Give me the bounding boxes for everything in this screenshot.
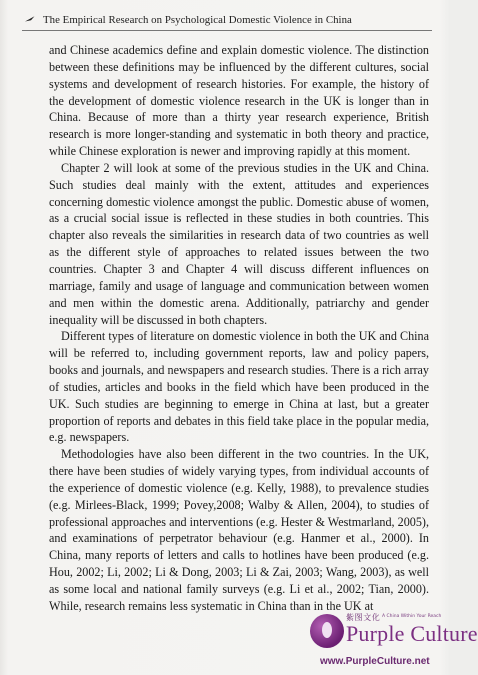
body-text (49, 42, 429, 615)
paragraph-chapter-overview: Chapter 2 will look at some of the previous studies in the UK and China. Such studies deal mainly with the extent, attitudes and experiences concerning domestic violence amongst the public. Domestic abuse of women, as a crucial social issue is reflected in these studies in both countries. This chapter also reveals the similarities in research data of two countries as well as the different style of approaches to related issues between the two countries. Chapter 3 and Chapter 4 will discuss different influences on marriage, family and usage of language and communication between women and men within the domestic arena. Additionally, patriarchy and gender inequality will be discussed in both chapters. (49, 160, 429, 327)
paragraph-literature-types: Different types of literature on domestic violence in both the UK and China will be referred to, including government reports, law and policy papers, books and journals, and newspapers and research studies. There is a rich array of studies, articles and books in the field which have been produced in the UK. Such studies are beginning to emerge in China at last, but a greater proportion of reports and debates in this field take place in the popular media, e.g. newspapers. (49, 329, 429, 445)
purple-culture-logo-icon (310, 614, 344, 648)
paragraph-methodologies: Methodologies have also been different in the two countries. In the UK, there have been studies of widely varying types, from individual accounts of the experience of domestic violence (e.g. Kelly, 1988), to prevalence studies (e.g. Mirlees-Black, 1999; Povey,2008; Walby & Allen, 2004), to studies of professional approaches and interventions (e.g. Hester & Westmarland, 2005), and examinations of perpetrator behaviour (e.g. Hanmer et al., 2000). In China, many reports of letters and calls to hotlines have been produced (e.g. Hou, 2002; Li, 2002; Li & Dong, 2003; Li & Zai, 2003; Wang, 2003), as well as some local and national family surveys (e.g. Li et al., 2002; Tian, 2000). While, research remains less systematic in China than in the UK at (49, 447, 429, 613)
watermark-brand: Purple Culture (346, 621, 478, 646)
purple-culture-watermark (310, 612, 478, 674)
paragraph-continued: and Chinese academics define and explain domestic violence. The distinction between these definitions may be influenced by the different cultures, social systems and development of research histories. For example, the history of the development of domestic violence research in the UK is longer than in China. Because of more than a thirty year research experience, British research is more longer-standing and systematic in both theory and practice, while Chinese exploration is newer and improving rapidly at this moment. (49, 43, 429, 159)
watermark-url: www.PurpleCulture.net (320, 656, 430, 667)
pen-nib-icon (25, 16, 35, 22)
watermark-tagline: A China Within Your Reach (382, 614, 442, 619)
watermark-chinese-name: 紫图文化 (346, 613, 381, 622)
header-rule (22, 30, 432, 31)
running-head-title: The Empirical Research on Psychological Domestic Violence in China (43, 14, 352, 26)
